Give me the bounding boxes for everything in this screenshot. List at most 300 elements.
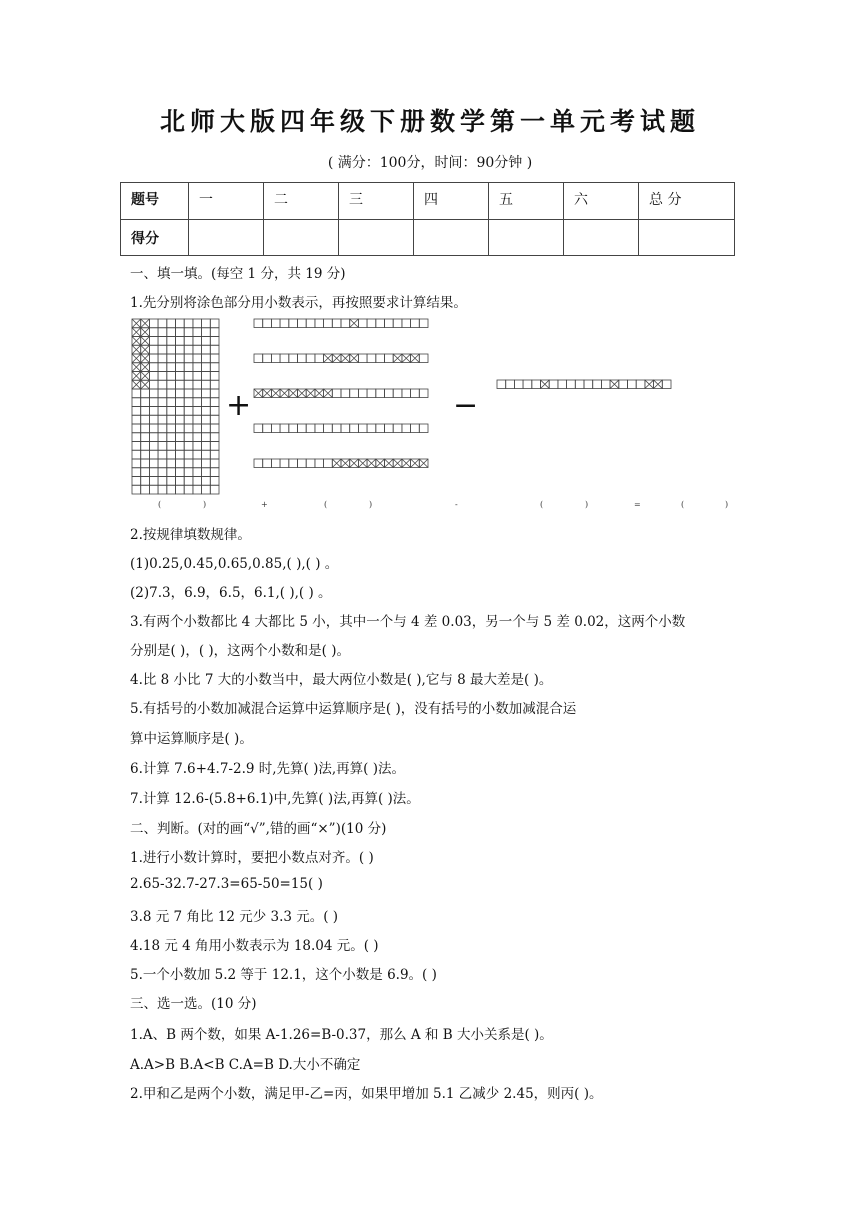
grid-cell <box>601 380 610 389</box>
grid-cell <box>298 424 307 433</box>
grid-cell <box>280 354 289 363</box>
grid-cell <box>167 442 176 451</box>
grid-cell <box>210 363 219 372</box>
grid-cell <box>132 407 141 416</box>
grid-cell <box>193 459 202 468</box>
grid-cell <box>176 328 185 337</box>
shade-mark <box>402 459 411 468</box>
shade-mark <box>393 459 402 468</box>
grid-cell <box>358 319 367 328</box>
grid-cell <box>167 477 176 486</box>
grid-cell <box>132 477 141 486</box>
grid-cell <box>184 485 193 494</box>
grid-cell <box>176 415 185 424</box>
grid-cell <box>280 424 289 433</box>
score-cell-header: 一 <box>189 183 264 220</box>
question-line: 1.A、B 两个数，如果 A-1.26=B-0.37，那么 A 和 B 大小关系是( )。 <box>130 1027 553 1043</box>
grid-cell <box>158 398 167 407</box>
grid-cell <box>263 319 272 328</box>
grid-cell <box>549 380 558 389</box>
grid-cell <box>176 363 185 372</box>
grid-cell <box>184 380 193 389</box>
grid-cell <box>167 468 176 477</box>
grid-cell <box>367 389 376 398</box>
grid-cell <box>202 468 211 477</box>
shade-mark <box>341 354 350 363</box>
grid-cell <box>193 389 202 398</box>
grid-cell <box>184 468 193 477</box>
shade-mark <box>541 380 550 389</box>
shade-mark <box>324 389 333 398</box>
grid-cell <box>158 477 167 486</box>
score-cell-header: 四 <box>414 183 489 220</box>
question-line: 2.65-32.7-27.3=65-50=15( ) <box>130 876 323 892</box>
grid-cell <box>202 354 211 363</box>
grid-cell <box>149 354 158 363</box>
grid-cell <box>176 424 185 433</box>
shade-mark <box>263 389 272 398</box>
grid-cell <box>306 424 315 433</box>
grid-cell <box>506 380 515 389</box>
grid-cell <box>341 389 350 398</box>
grid-cell <box>149 319 158 328</box>
grid-cell <box>132 485 141 494</box>
grid-cell <box>184 415 193 424</box>
grid-cell <box>158 389 167 398</box>
grid-cell <box>385 389 394 398</box>
question-line: (2)7.3，6.9，6.5，6.1,( ),( ) 。 <box>130 585 332 601</box>
grid-cell <box>263 459 272 468</box>
shade-mark <box>419 459 428 468</box>
grid-cell <box>193 415 202 424</box>
grid-cell <box>193 398 202 407</box>
grid-cell <box>210 468 219 477</box>
grid-cell <box>210 337 219 346</box>
question-line: 7.计算 12.6-(5.8+6.1)中,先算( )法,再算( )法。 <box>130 791 420 807</box>
shade-mark <box>132 372 141 381</box>
grid-cell <box>184 442 193 451</box>
question-line: 3.有两个小数都比 4 大都比 5 小，其中一个与 4 差 0.03，另一个与 5 差 0.02，这两个小数 <box>130 614 686 630</box>
shade-mark <box>654 380 663 389</box>
shade-mark <box>385 459 394 468</box>
shade-mark <box>141 337 150 346</box>
grid-cell <box>358 354 367 363</box>
grid-cell <box>385 319 394 328</box>
grid-cell <box>184 477 193 486</box>
grid-cell <box>662 380 671 389</box>
shade-mark <box>367 459 376 468</box>
grid-cell <box>306 459 315 468</box>
shade-mark <box>141 328 150 337</box>
grid-cell <box>141 442 150 451</box>
grid-cell <box>132 433 141 442</box>
shade-mark <box>141 345 150 354</box>
grid-cell <box>149 433 158 442</box>
grid-cell <box>306 319 315 328</box>
grid-cell <box>376 319 385 328</box>
question-line: 2.甲和乙是两个小数，满足甲-乙=丙，如果甲增加 5.1 乙减少 2.45，则丙( )。 <box>130 1086 603 1102</box>
grid-cell <box>149 415 158 424</box>
grid-cell <box>289 459 298 468</box>
grid-cell <box>210 389 219 398</box>
grid-cell <box>149 442 158 451</box>
grid-cell <box>558 380 567 389</box>
grid-cell <box>176 433 185 442</box>
grid-cell <box>315 354 324 363</box>
grid-cell <box>167 450 176 459</box>
grid-cell <box>141 485 150 494</box>
grid-cell <box>158 442 167 451</box>
shade-mark <box>132 319 141 328</box>
grid-cell <box>167 345 176 354</box>
grid-cell <box>254 319 263 328</box>
grid-cell <box>149 372 158 381</box>
grid-cell <box>202 389 211 398</box>
grid-cell <box>193 328 202 337</box>
grid-cell <box>411 424 420 433</box>
grid-cell <box>280 459 289 468</box>
grid-cell <box>254 424 263 433</box>
grid-cell <box>149 407 158 416</box>
grid-cell <box>149 398 158 407</box>
grid-cell <box>167 337 176 346</box>
grid-cell <box>402 319 411 328</box>
grid-cell <box>271 459 280 468</box>
shade-mark <box>315 389 324 398</box>
grid-cell <box>167 459 176 468</box>
answer-paren: ( <box>324 500 328 509</box>
score-cell-header: 三 <box>339 183 414 220</box>
grid-cell <box>158 485 167 494</box>
grid-cell <box>141 477 150 486</box>
grid-cell <box>210 328 219 337</box>
grid-cell <box>210 424 219 433</box>
shade-mark <box>289 389 298 398</box>
grid-cell <box>341 319 350 328</box>
grid-cell <box>532 380 541 389</box>
grid-cell <box>324 424 333 433</box>
grid-cell <box>141 407 150 416</box>
grid-cell <box>514 380 523 389</box>
shade-mark <box>332 354 341 363</box>
grid-cell <box>376 424 385 433</box>
grid-cell <box>176 485 185 494</box>
grid-cell <box>324 459 333 468</box>
grid-cell <box>158 433 167 442</box>
grid-cell <box>376 354 385 363</box>
grid-cell <box>176 380 185 389</box>
shade-mark <box>324 354 333 363</box>
page-subtitle: ( 满分：100分，时间：90分钟 ) <box>327 155 533 171</box>
grid-cell <box>193 433 202 442</box>
shade-mark <box>610 380 619 389</box>
grid-cell <box>271 424 280 433</box>
grid-cell <box>141 398 150 407</box>
minus-sign: − <box>453 388 479 423</box>
grid-cell <box>184 328 193 337</box>
section-heading: 二、判断。(对的画“√”,错的画“×”)(10 分) <box>130 821 387 837</box>
grid-cell <box>350 389 359 398</box>
grid-cell <box>158 407 167 416</box>
grid-cell <box>184 389 193 398</box>
minus-label: - <box>455 500 458 509</box>
grid-cell <box>619 380 628 389</box>
grid-cell <box>158 337 167 346</box>
question-line: 2.按规律填数规律。 <box>130 527 251 543</box>
grid-cell <box>149 468 158 477</box>
hundred-grid <box>132 319 219 494</box>
grid-cell <box>202 345 211 354</box>
grid-cell <box>184 450 193 459</box>
grid-cell <box>202 415 211 424</box>
grid-cell <box>411 319 420 328</box>
grid-cell <box>193 407 202 416</box>
shade-mark <box>358 459 367 468</box>
grid-cell <box>210 398 219 407</box>
grid-cell <box>202 450 211 459</box>
grid-cell <box>193 372 202 381</box>
grid-cell <box>358 424 367 433</box>
score-cell-label: 题号 <box>121 183 189 220</box>
grid-cell <box>567 380 576 389</box>
grid-cell <box>350 424 359 433</box>
grid-cell <box>132 398 141 407</box>
grid-cell <box>132 468 141 477</box>
grid-cell <box>254 354 263 363</box>
grid-cell <box>158 450 167 459</box>
shade-mark <box>350 354 359 363</box>
grid-cell <box>202 319 211 328</box>
grid-cell <box>497 380 506 389</box>
question-line: 1.进行小数计算时，要把小数点对齐。( ) <box>130 850 374 866</box>
grid-cell <box>289 354 298 363</box>
grid-cell <box>202 407 211 416</box>
grid-cell <box>141 459 150 468</box>
question-line: 5.一个小数加 5.2 等于 12.1，这个小数是 6.9。( ) <box>130 967 437 983</box>
grid-cell <box>149 337 158 346</box>
grid-cell <box>184 407 193 416</box>
shade-mark <box>341 459 350 468</box>
grid-cell <box>202 372 211 381</box>
grid-cell <box>324 319 333 328</box>
grid-cell <box>298 459 307 468</box>
shade-mark <box>132 345 141 354</box>
question-line: 4.18 元 4 角用小数表示为 18.04 元。( ) <box>130 938 379 954</box>
grid-cell <box>176 345 185 354</box>
grid-cell <box>158 363 167 372</box>
grid-cell <box>193 363 202 372</box>
grid-cell <box>167 363 176 372</box>
score-cell-header: 总 分 <box>639 183 735 220</box>
grid-cell <box>149 389 158 398</box>
answer-paren: ) <box>585 500 589 509</box>
grid-cell <box>202 337 211 346</box>
grid-cell <box>263 354 272 363</box>
grid-cell <box>132 442 141 451</box>
grid-cell <box>210 450 219 459</box>
grid-cell <box>184 337 193 346</box>
grid-cell <box>636 380 645 389</box>
grid-cell <box>628 380 637 389</box>
grid-cell <box>411 389 420 398</box>
grid-cell <box>402 389 411 398</box>
grid-cell <box>141 424 150 433</box>
question-line: A.A>B B.A<B C.A=B D.大小不确定 <box>130 1057 361 1073</box>
shade-mark <box>298 389 307 398</box>
grid-cell <box>193 337 202 346</box>
grid-cell <box>402 424 411 433</box>
grid-cell <box>158 468 167 477</box>
grid-cell <box>280 319 289 328</box>
grid-cell <box>367 424 376 433</box>
grid-cell <box>210 415 219 424</box>
shade-mark <box>393 354 402 363</box>
grid-cell <box>167 398 176 407</box>
grid-cell <box>176 354 185 363</box>
answer-paren: ( <box>540 500 544 509</box>
grid-cell <box>132 459 141 468</box>
grid-cell <box>167 407 176 416</box>
shade-mark <box>132 363 141 372</box>
page-title: 北师大版四年级下册数学第一单元考试题 <box>159 107 700 136</box>
grid-cell <box>176 450 185 459</box>
shade-mark <box>141 354 150 363</box>
grid-cell <box>306 354 315 363</box>
grid-cell <box>210 319 219 328</box>
grid-cell <box>367 354 376 363</box>
shade-mark <box>332 459 341 468</box>
shade-mark <box>132 354 141 363</box>
grid-cell <box>367 319 376 328</box>
grid-cell <box>167 380 176 389</box>
grid-cell <box>141 468 150 477</box>
grid-cell <box>193 477 202 486</box>
shade-mark <box>306 389 315 398</box>
grid-cell <box>158 424 167 433</box>
grid-cell <box>210 380 219 389</box>
section-heading: 三、选一选。(10 分) <box>130 996 257 1012</box>
grid-cell <box>358 389 367 398</box>
grid-cell <box>176 459 185 468</box>
grid-cell <box>158 459 167 468</box>
plus-label: + <box>261 500 268 509</box>
grid-cell <box>202 424 211 433</box>
grid-cell <box>523 380 532 389</box>
grid-cell <box>393 319 402 328</box>
grid-cell <box>385 424 394 433</box>
grid-cell <box>210 407 219 416</box>
grid-cell <box>210 345 219 354</box>
answer-paren: ) <box>203 500 207 509</box>
grid-cell <box>184 354 193 363</box>
grid-cell <box>184 345 193 354</box>
question-line: 3.8 元 7 角比 12 元少 3.3 元。( ) <box>130 909 339 925</box>
grid-cell <box>202 433 211 442</box>
shade-mark <box>402 354 411 363</box>
grid-cell <box>158 354 167 363</box>
grid-cell <box>193 442 202 451</box>
grid-cell <box>149 477 158 486</box>
grid-cell <box>158 328 167 337</box>
grid-cell <box>141 450 150 459</box>
grid-cell <box>393 424 402 433</box>
question-line: 一、填一填。(每空 1 分，共 19 分) <box>130 266 346 282</box>
question-line: 1.先分别将涂色部分用小数表示，再按照要求计算结果。 <box>130 295 467 311</box>
grid-cell <box>332 424 341 433</box>
shade-mark <box>645 380 654 389</box>
grid-cell <box>167 424 176 433</box>
grid-cell <box>184 459 193 468</box>
grid-cell <box>149 380 158 389</box>
shade-mark <box>141 372 150 381</box>
grid-cell <box>210 354 219 363</box>
grid-cell <box>167 328 176 337</box>
grid-cell <box>202 442 211 451</box>
grid-cell <box>132 450 141 459</box>
grid-cell <box>149 363 158 372</box>
grid-cell <box>202 477 211 486</box>
grid-cell <box>202 380 211 389</box>
grid-cell <box>271 354 280 363</box>
grid-cell <box>202 328 211 337</box>
grid-cell <box>315 424 324 433</box>
answer-paren: ) <box>725 500 729 509</box>
grid-cell <box>149 459 158 468</box>
shade-mark <box>411 354 420 363</box>
grid-cell <box>167 415 176 424</box>
grid-cell <box>176 442 185 451</box>
grid-cell <box>210 459 219 468</box>
grid-cell <box>176 468 185 477</box>
question-line: 5.有括号的小数加减混合运算中运算顺序是( )，没有括号的小数加减混合运 <box>130 701 577 717</box>
grid-cell <box>575 380 584 389</box>
shade-mark <box>132 337 141 346</box>
grid-cell <box>271 319 280 328</box>
grid-cell <box>176 319 185 328</box>
grid-cell <box>332 389 341 398</box>
grid-cell <box>158 380 167 389</box>
grid-cell <box>210 442 219 451</box>
grid-cell <box>193 450 202 459</box>
grid-cell <box>176 389 185 398</box>
grid-cell <box>158 345 167 354</box>
grid-cell <box>289 424 298 433</box>
question-line: 分别是( )，( )，这两个小数和是( )。 <box>130 643 350 659</box>
grid-cell <box>341 424 350 433</box>
grid-cell <box>184 433 193 442</box>
grid-cell <box>184 363 193 372</box>
grid-cell <box>149 345 158 354</box>
grid-cell <box>385 354 394 363</box>
score-cell-header: 五 <box>489 183 564 220</box>
grid-cell <box>167 433 176 442</box>
question-line: 算中运算顺序是( )。 <box>130 731 253 747</box>
grid-cell <box>376 389 385 398</box>
grid-cell <box>149 328 158 337</box>
shade-mark <box>141 319 150 328</box>
grid-cell <box>210 433 219 442</box>
question-line: 6.计算 7.6+4.7-2.9 时,先算( )法,再算( )法。 <box>130 761 405 777</box>
grid-cell <box>184 319 193 328</box>
answer-paren: ) <box>369 500 373 509</box>
answer-paren: ( <box>158 500 162 509</box>
grid-cell <box>184 398 193 407</box>
equals-label: = <box>634 500 641 509</box>
grid-cell <box>210 372 219 381</box>
grid-cell <box>141 433 150 442</box>
grid-cell <box>202 363 211 372</box>
grid-cell <box>176 407 185 416</box>
